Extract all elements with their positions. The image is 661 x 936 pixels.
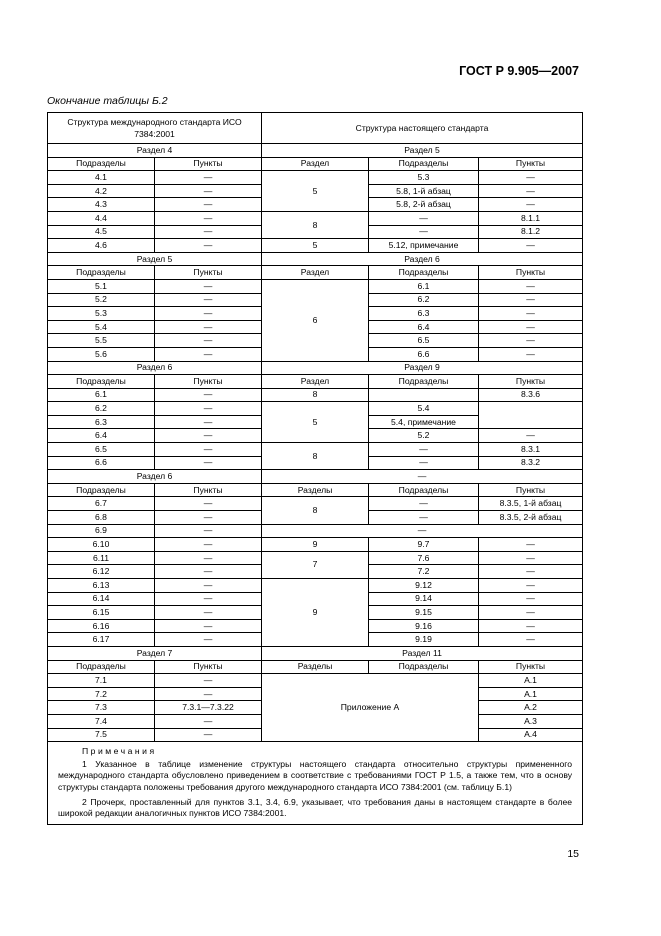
- table-cell: А.1: [479, 687, 583, 701]
- table-row: [48, 388, 583, 402]
- col-header: Подразделы: [369, 483, 479, 497]
- table-cell: 6: [262, 279, 369, 361]
- table-cell: —: [479, 279, 583, 293]
- table-cell: 6.2: [369, 293, 479, 307]
- section-row: [48, 361, 583, 375]
- section-row: [48, 144, 583, 158]
- table-cell: —: [155, 198, 262, 212]
- table-cell: —: [155, 402, 262, 416]
- table-cell: 5.6: [48, 347, 155, 361]
- table-cell: А.1: [479, 674, 583, 688]
- table-cell: 9.14: [369, 592, 479, 606]
- table-cell: 5.4: [369, 402, 479, 416]
- table-cell: 8: [262, 211, 369, 238]
- table-cell: 4.1: [48, 171, 155, 185]
- table-cell: 6.3: [48, 415, 155, 429]
- table-row: [48, 674, 583, 688]
- table-cell: 9.15: [369, 606, 479, 620]
- iso-section: Раздел 6: [48, 470, 262, 484]
- table-cell: А.4: [479, 728, 583, 742]
- table-cell: —: [479, 551, 583, 565]
- table-cell: 6.12: [48, 565, 155, 579]
- table-cell: 4.4: [48, 211, 155, 225]
- table-cell: —: [369, 511, 479, 525]
- this-section: Раздел 5: [262, 144, 583, 158]
- col-header: Пункты: [479, 266, 583, 280]
- table-cell: 6.8: [48, 511, 155, 525]
- col-header: Подразделы: [369, 660, 479, 674]
- table-cell: 6.5: [48, 443, 155, 457]
- table-cell: 6.6: [369, 347, 479, 361]
- table-cell: —: [155, 728, 262, 742]
- table-cell: 8.1.2: [479, 225, 583, 239]
- table-cell: —: [155, 347, 262, 361]
- notes-title: Примечания: [82, 746, 157, 757]
- table-cell: 5.3: [48, 307, 155, 321]
- table-cell: 9: [262, 579, 369, 647]
- col-header: Раздел: [262, 375, 369, 389]
- table-cell: [479, 402, 583, 429]
- col-header: Подразделы: [369, 266, 479, 280]
- table-cell: —: [369, 456, 479, 470]
- table-cell: —: [155, 565, 262, 579]
- table-cell: 5.2: [369, 429, 479, 443]
- table-cell: 9.19: [369, 633, 479, 647]
- table-cell: —: [479, 293, 583, 307]
- table-cell: —: [479, 633, 583, 647]
- table-cell: 8.1.1: [479, 211, 583, 225]
- iso-section: Раздел 6: [48, 361, 262, 375]
- table-cell: 5.4, примечание: [369, 415, 479, 429]
- table-cell: —: [155, 293, 262, 307]
- table-cell: 6.14: [48, 592, 155, 606]
- table-cell: —: [155, 551, 262, 565]
- col-header: Подразделы: [48, 483, 155, 497]
- table-cell: 6.2: [48, 402, 155, 416]
- col-header: Пункты: [155, 375, 262, 389]
- table-cell: 5: [262, 239, 369, 253]
- table-cell: —: [155, 334, 262, 348]
- table-row: [48, 171, 583, 185]
- table-row: [48, 524, 583, 538]
- table-cell: —: [155, 538, 262, 552]
- table-cell: 8: [262, 497, 369, 524]
- section-row: [48, 470, 583, 484]
- table-cell: 7.1: [48, 674, 155, 688]
- col-header: Подразделы: [48, 660, 155, 674]
- table-cell: 7.3: [48, 701, 155, 715]
- table-cell: 5.12, примечание: [369, 239, 479, 253]
- standard-code: ГОСТ Р 9.905—2007: [459, 64, 579, 78]
- table-cell: 7.2: [48, 687, 155, 701]
- table-cell: 5.1: [48, 279, 155, 293]
- table-cell: —: [155, 443, 262, 457]
- table-cell: А.2: [479, 701, 583, 715]
- table-cell: 6.17: [48, 633, 155, 647]
- table-cell: —: [369, 443, 479, 457]
- table-cell: 4.6: [48, 239, 155, 253]
- table-cell: —: [369, 211, 479, 225]
- table-cell: —: [155, 184, 262, 198]
- iso-section: Раздел 5: [48, 252, 262, 266]
- table-cell: 6.4: [369, 320, 479, 334]
- table-cell: 6.5: [369, 334, 479, 348]
- table-row: [48, 443, 583, 457]
- table-cell: 8.3.5, 2-й абзац: [479, 511, 583, 525]
- table-cell: —: [479, 429, 583, 443]
- table-cell: —: [479, 184, 583, 198]
- table-cell: [369, 388, 479, 402]
- table-cell: 6.1: [48, 388, 155, 402]
- col-header: Пункты: [155, 483, 262, 497]
- table-cell: —: [479, 579, 583, 593]
- subheader-row: [48, 375, 583, 389]
- table-cell: А.3: [479, 714, 583, 728]
- subheader-row: [48, 660, 583, 674]
- table-cell: —: [155, 279, 262, 293]
- table-cell: —: [155, 714, 262, 728]
- table-row: [48, 497, 583, 511]
- table-cell: —: [155, 619, 262, 633]
- table-cell: —: [155, 225, 262, 239]
- table-cell: 5.3: [369, 171, 479, 185]
- iso-structure-header: Структура международного стандарта ИСО 7384:2001: [48, 113, 262, 144]
- table-cell: 7.5: [48, 728, 155, 742]
- table-cell: —: [155, 497, 262, 511]
- table-cell: 8: [262, 443, 369, 470]
- table-cell: —: [479, 606, 583, 620]
- col-header: Пункты: [155, 660, 262, 674]
- table-cell: 9: [262, 538, 369, 552]
- comparison-table: [47, 112, 583, 825]
- table-cell: 5.4: [48, 320, 155, 334]
- table-cell: 5.5: [48, 334, 155, 348]
- subheader-row: [48, 157, 583, 171]
- table-cell: —: [155, 592, 262, 606]
- table-cell: 6.1: [369, 279, 479, 293]
- table-cell: 8: [262, 388, 369, 402]
- notes-row: [48, 742, 583, 825]
- table-cell: —: [155, 456, 262, 470]
- page-number: 15: [567, 848, 579, 860]
- subheader-row: [48, 266, 583, 280]
- col-header: Пункты: [479, 375, 583, 389]
- table-cell: 6.11: [48, 551, 155, 565]
- this-section: Раздел 11: [262, 646, 583, 660]
- table-cell: 6.3: [369, 307, 479, 321]
- table-cell: 9.16: [369, 619, 479, 633]
- this-structure-header: Структура настоящего стандарта: [262, 113, 583, 144]
- subheader-row: [48, 483, 583, 497]
- table-caption: Окончание таблицы Б.2: [47, 95, 168, 107]
- table-cell: —: [479, 198, 583, 212]
- table-cell: 4.2: [48, 184, 155, 198]
- table-row: [48, 538, 583, 552]
- col-header: Разделы: [262, 660, 369, 674]
- table-cell: 5.2: [48, 293, 155, 307]
- table-cell: —: [155, 320, 262, 334]
- table-cell: —: [262, 524, 583, 538]
- col-header: Пункты: [155, 266, 262, 280]
- table-cell: 7: [262, 551, 369, 578]
- col-header: Подразделы: [48, 375, 155, 389]
- table-cell: 5: [262, 402, 369, 443]
- col-header: Пункты: [155, 157, 262, 171]
- table-cell: 4.3: [48, 198, 155, 212]
- table-cell: —: [155, 171, 262, 185]
- table-row: [48, 551, 583, 565]
- col-header: Раздел: [262, 266, 369, 280]
- table-row: [48, 402, 583, 416]
- table-cell: 6.9: [48, 524, 155, 538]
- table-cell: —: [369, 497, 479, 511]
- table-cell: 7.4: [48, 714, 155, 728]
- table-cell: —: [155, 415, 262, 429]
- this-section: —: [262, 470, 583, 484]
- table-cell: —: [155, 239, 262, 253]
- this-section: Раздел 6: [262, 252, 583, 266]
- col-header: Пункты: [479, 483, 583, 497]
- table-cell: —: [155, 211, 262, 225]
- table-cell: —: [155, 687, 262, 701]
- table-cell: 6.7: [48, 497, 155, 511]
- table-cell: —: [479, 239, 583, 253]
- table-cell: —: [479, 347, 583, 361]
- table-cell: —: [479, 592, 583, 606]
- table-cell: —: [155, 511, 262, 525]
- table-cell: —: [479, 334, 583, 348]
- col-header: Подразделы: [48, 157, 155, 171]
- note-1: 1 Указанное в таблице изменение структуры настоящего стандарта относительно структуры примененного международного стандарта обусловлено приведением в соответствие с требованиями ГОСТ Р 1.5, а также тем, что в основу структуры стандарта положены требования другого международного стандарта ИСО 7384:2001 (см. таблицу Б.1): [58, 758, 573, 792]
- table-cell: —: [479, 619, 583, 633]
- table-cell: 4.5: [48, 225, 155, 239]
- table-cell: —: [155, 579, 262, 593]
- table-row: [48, 279, 583, 293]
- table-cell: —: [155, 429, 262, 443]
- table-cell: 6.15: [48, 606, 155, 620]
- table-cell: —: [155, 388, 262, 402]
- col-header: Подразделы: [48, 266, 155, 280]
- table-cell: 5.8, 2-й абзац: [369, 198, 479, 212]
- section-row: [48, 646, 583, 660]
- col-header: Подразделы: [369, 375, 479, 389]
- col-header: Подразделы: [369, 157, 479, 171]
- section-row: [48, 252, 583, 266]
- table-cell: Приложение А: [262, 674, 479, 742]
- iso-section: Раздел 7: [48, 646, 262, 660]
- table-cell: 7.3.1—7.3.22: [155, 701, 262, 715]
- table-row: [48, 579, 583, 593]
- table-cell: —: [369, 225, 479, 239]
- table-cell: —: [155, 606, 262, 620]
- table-cell: 8.3.2: [479, 456, 583, 470]
- table-cell: —: [479, 320, 583, 334]
- table-row: [48, 211, 583, 225]
- table-cell: —: [479, 565, 583, 579]
- table-row: [48, 239, 583, 253]
- table-cell: —: [155, 674, 262, 688]
- table-cell: —: [479, 307, 583, 321]
- note-2: 2 Прочерк, проставленный для пунктов 3.1, 3.4, 6.9, указывает, что требования даны в настоящем стандарте в более широкой редакции аналогичных пунктов ИСО 7384:2001.: [58, 796, 573, 819]
- table-cell: —: [155, 633, 262, 647]
- table-cell: 9.12: [369, 579, 479, 593]
- table-cell: 8.3.5, 1-й абзац: [479, 497, 583, 511]
- table-cell: 7.2: [369, 565, 479, 579]
- table-cell: 9.7: [369, 538, 479, 552]
- table-cell: 6.16: [48, 619, 155, 633]
- table-cell: 5: [262, 171, 369, 212]
- table-cell: 6.6: [48, 456, 155, 470]
- table-cell: 5.8, 1-й абзац: [369, 184, 479, 198]
- this-section: Раздел 9: [262, 361, 583, 375]
- table-cell: 6.4: [48, 429, 155, 443]
- table-cell: 8.3.6: [479, 388, 583, 402]
- iso-section: Раздел 4: [48, 144, 262, 158]
- table-head-row: [48, 113, 583, 144]
- table-cell: 7.6: [369, 551, 479, 565]
- table-cell: 6.13: [48, 579, 155, 593]
- table-cell: —: [155, 524, 262, 538]
- col-header: Пункты: [479, 660, 583, 674]
- table-cell: 6.10: [48, 538, 155, 552]
- table-cell: 8.3.1: [479, 443, 583, 457]
- col-header: Разделы: [262, 483, 369, 497]
- col-header: Раздел: [262, 157, 369, 171]
- table-cell: —: [479, 538, 583, 552]
- notes-cell: [48, 742, 583, 825]
- col-header: Пункты: [479, 157, 583, 171]
- table-cell: —: [479, 171, 583, 185]
- table-cell: —: [155, 307, 262, 321]
